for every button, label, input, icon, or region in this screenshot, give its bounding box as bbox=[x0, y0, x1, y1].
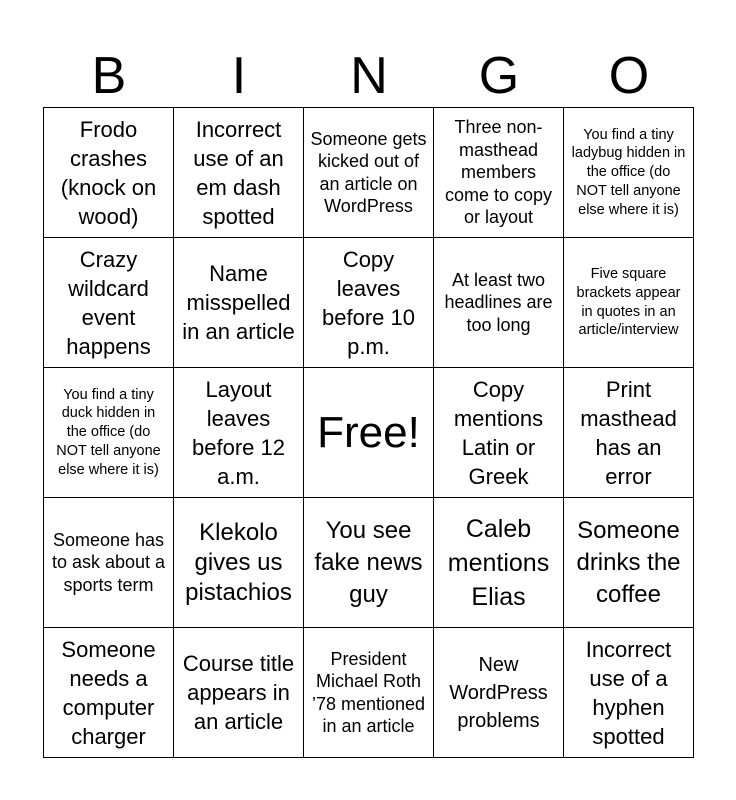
bingo-cell-r0-c2[interactable] bbox=[304, 108, 434, 238]
cell-text: Crazy wildcard event happens bbox=[66, 246, 151, 359]
cell-text: Layout leaves before 12 a.m. bbox=[192, 376, 285, 489]
bingo-cell-r3-c0[interactable] bbox=[44, 498, 174, 628]
header-letter-n: N bbox=[350, 47, 388, 105]
bingo-board bbox=[43, 107, 694, 758]
bingo-cell-r1-c0[interactable] bbox=[44, 238, 174, 368]
cell-text: Someone drinks the coffee bbox=[576, 516, 681, 608]
bingo-cell-r2-c4[interactable] bbox=[564, 368, 694, 498]
bingo-cell-r2-c1[interactable] bbox=[174, 368, 304, 498]
bingo-cell-r1-c1[interactable] bbox=[174, 238, 304, 368]
bingo-cell-r1-c3[interactable] bbox=[434, 238, 564, 368]
cell-text: New WordPress problems bbox=[449, 653, 548, 732]
cell-text: Someone gets kicked out of an article on WordPress bbox=[310, 128, 427, 216]
cell-text: Incorrect use of an em dash spotted bbox=[193, 116, 284, 229]
bingo-cell-r1-c2[interactable] bbox=[304, 238, 434, 368]
cell-text: You see fake news guy bbox=[314, 516, 423, 608]
header-letter-i: I bbox=[231, 47, 247, 105]
header-letter-b: B bbox=[91, 47, 127, 105]
bingo-cell-r3-c1[interactable] bbox=[174, 498, 304, 628]
cell-text: You find a tiny duck hidden in the office (do NOT tell anyone else where it is) bbox=[56, 386, 161, 478]
free-space-text: Free! bbox=[317, 407, 420, 457]
cell-text: At least two headlines are too long bbox=[444, 269, 553, 335]
bingo-cell-r4-c1[interactable] bbox=[174, 628, 304, 758]
bingo-cell-r4-c0[interactable] bbox=[44, 628, 174, 758]
cell-text: Caleb mentions Elias bbox=[447, 514, 550, 611]
bingo-cell-r0-c1[interactable] bbox=[174, 108, 304, 238]
bingo-cell-r1-c4[interactable] bbox=[564, 238, 694, 368]
bingo-cell-r3-c3[interactable] bbox=[434, 498, 564, 628]
bingo-cell-r0-c0[interactable] bbox=[44, 108, 174, 238]
bingo-cell-r2-c0[interactable] bbox=[44, 368, 174, 498]
bingo-cell-r3-c2[interactable] bbox=[304, 498, 434, 628]
cell-text: Someone needs a computer charger bbox=[61, 636, 156, 749]
cell-text: Course title appears in an article bbox=[182, 651, 295, 734]
cell-text: Copy leaves before 10 p.m. bbox=[322, 246, 415, 359]
header-letter-o: O bbox=[608, 47, 650, 105]
cell-text: Print masthead has an error bbox=[580, 376, 677, 489]
bingo-cell-r4-c2[interactable] bbox=[304, 628, 434, 758]
cell-text: Five square brackets appear in quotes in an article/interview bbox=[576, 266, 681, 339]
cell-text: Name misspelled in an article bbox=[182, 261, 295, 344]
bingo-cell-r0-c4[interactable] bbox=[564, 108, 694, 238]
cell-text: Copy mentions Latin or Greek bbox=[453, 376, 544, 489]
bingo-cell-r4-c3[interactable] bbox=[434, 628, 564, 758]
cell-text: You find a tiny ladybug hidden in the office (do NOT tell anyone else where it is) bbox=[571, 126, 686, 218]
bingo-free-space[interactable] bbox=[304, 368, 434, 498]
cell-text: Klekolo gives us pistachios bbox=[185, 518, 292, 606]
bingo-cell-r0-c3[interactable] bbox=[434, 108, 564, 238]
cell-text: Someone has to ask about a sports term bbox=[51, 529, 166, 595]
cell-text: Three non-masthead members come to copy or layout bbox=[444, 117, 553, 228]
cell-text: President Michael Roth ’78 mentioned in an article bbox=[311, 648, 426, 736]
bingo-cell-r4-c4[interactable] bbox=[564, 628, 694, 758]
header-letter-g: G bbox=[478, 47, 520, 105]
bingo-header bbox=[44, 44, 694, 108]
bingo-cell-r2-c3[interactable] bbox=[434, 368, 564, 498]
cell-text: Frodo crashes (knock on wood) bbox=[60, 116, 157, 229]
bingo-cell-r3-c4[interactable] bbox=[564, 498, 694, 628]
cell-text: Incorrect use of a hyphen spotted bbox=[585, 636, 672, 749]
